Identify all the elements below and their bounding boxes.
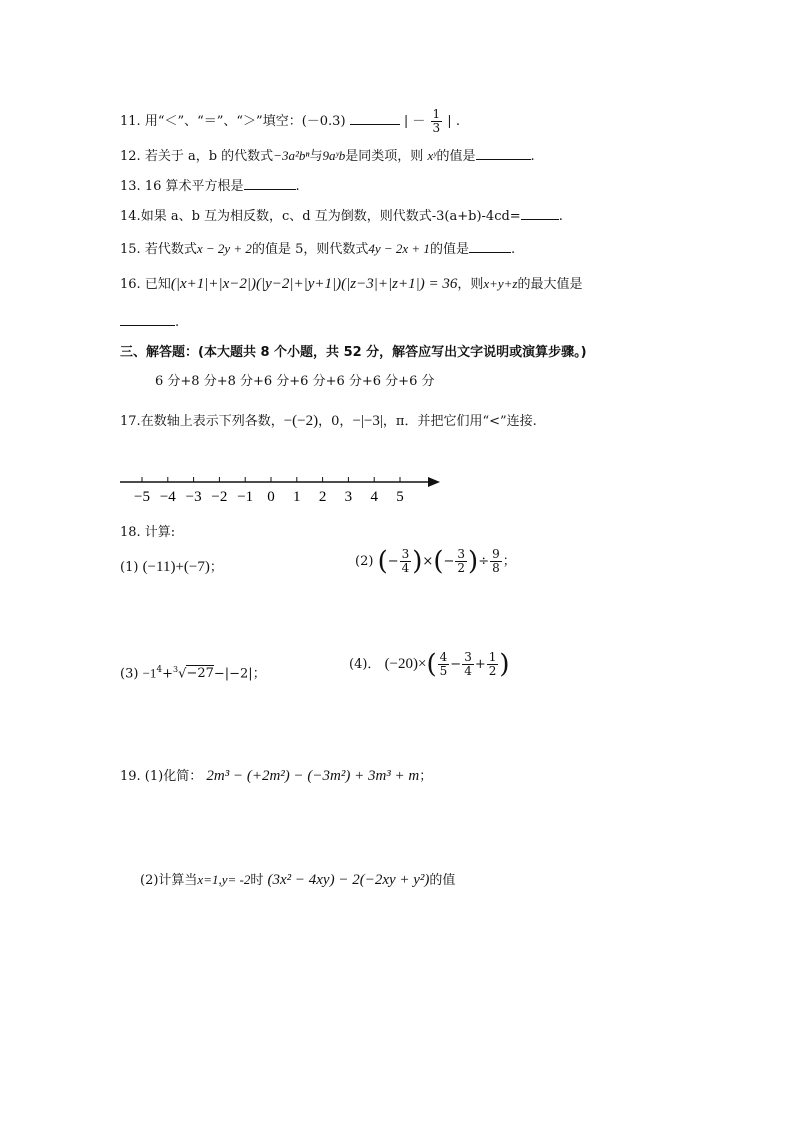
q11-frac-den: 3	[432, 121, 441, 135]
q18-p4-term-a: (−20)×	[384, 656, 427, 672]
q18-p3-label: (3)	[120, 666, 139, 682]
q14-number: 14.	[120, 209, 141, 224]
q19-p2-prompt: (2)计算当	[140, 873, 198, 888]
question-19-part-2	[140, 870, 455, 891]
sqrt-icon: √	[178, 666, 187, 682]
q16-post: ，则	[457, 277, 484, 292]
q17-prompt: 在数轴上表示下列各数，	[140, 414, 284, 429]
q12-term3: xʸ	[427, 148, 437, 163]
q14-answer-blank[interactable]	[521, 205, 559, 220]
q19-p1-end: ；	[419, 769, 433, 784]
q18-p3-term-a: −1	[142, 665, 157, 681]
q11-abs-open: |	[403, 114, 409, 129]
q17-number-4: π	[395, 414, 405, 429]
q19-p2-post: 的值	[429, 873, 456, 888]
q13-answer-blank[interactable]	[244, 175, 296, 190]
q15-end: .	[510, 242, 516, 257]
q18-p3-radicand: −27	[186, 666, 214, 682]
q11-frac-num: 1	[432, 107, 441, 121]
question-18-part-4: (4)． (−20)×( $\frac{4}{5}$ − $\frac{3}{4}$ + $\frac{1}{2}$ )	[349, 649, 510, 680]
q16-end: .	[175, 315, 180, 330]
q18-p3-term-a-exp: 4	[156, 665, 163, 675]
number-line-label: 4	[370, 489, 378, 505]
q14-end: .	[558, 209, 563, 224]
number-line-label: −1	[237, 489, 254, 505]
q18-p3-root-index: 3	[173, 665, 179, 674]
q11-prompt: 用“＜”、“＝”、“＞”填空：(－0.3)	[144, 114, 346, 129]
q18-p3-end: ；	[252, 666, 266, 682]
q17-number-1: −(−2)	[283, 413, 319, 429]
number-line-label: −4	[159, 489, 176, 505]
q15-answer-blank[interactable]	[469, 238, 511, 253]
question-18-part-1	[120, 557, 223, 578]
q15-mid: 的值是 5，则代数式	[251, 242, 369, 257]
q17-number-2: 0	[331, 414, 340, 429]
number-line-label: 2	[318, 489, 327, 505]
q13-end: .	[295, 179, 300, 194]
question-12	[120, 145, 535, 167]
q18-p3-plus: +	[162, 666, 174, 682]
q11-end: .	[455, 114, 460, 129]
arrow-right-icon	[428, 477, 440, 487]
q17-number: 17.	[120, 414, 141, 429]
question-18-title: 18. 计算:	[120, 525, 176, 540]
q18-p1-end: ；	[209, 560, 223, 575]
number-line-label: −2	[211, 489, 228, 505]
q12-number: 12.	[120, 149, 141, 164]
question-17: 17.在数轴上表示下列各数，−(−2)，0，−|−3|，π．并把它们用“<”连接.	[120, 413, 537, 429]
question-13	[120, 175, 300, 197]
q15-post: 的值是	[429, 242, 469, 257]
number-line-label: −5	[134, 489, 150, 505]
question-15	[120, 238, 515, 260]
question-16	[120, 274, 583, 295]
q16-number: 16.	[120, 277, 141, 292]
section-3-title: 三、解答题：(本大题共 8 个小题，共 52 分，解答应写出文字说明或演算步骤。)	[120, 345, 587, 360]
q12-prompt: 若关于 a，b 的代数式	[144, 149, 274, 164]
q15-prompt: 若代数式	[144, 242, 197, 257]
q11-minus: －	[412, 114, 426, 129]
q12-term2: 9aʸb	[322, 148, 346, 163]
q17-number-3: −|−3|	[352, 413, 383, 429]
section-3-scores: 6 分+8 分+8 分+6 分+6 分+6 分+6 分+6 分	[155, 374, 435, 389]
q12-post: 是同类项，则	[345, 149, 424, 164]
q12-term1: −3a²bⁿ	[273, 148, 310, 163]
q18-p4-label: (4)．	[349, 657, 381, 672]
number-line-label: 0	[267, 489, 275, 505]
q12-mid: 与	[309, 149, 323, 164]
number-line-label: −3	[185, 489, 202, 505]
question-11	[120, 108, 460, 135]
q14-text: 如果 a、b 互为相反数，c、d 互为倒数，则代数式-3(a+b)-4cd=	[140, 209, 521, 224]
q13-number: 13.	[120, 179, 141, 194]
q19-p1-label: 19. (1)化简：	[120, 769, 203, 784]
question-19-part-1	[120, 766, 432, 787]
q11-answer-blank[interactable]	[350, 110, 400, 125]
q12-end: .	[530, 149, 535, 164]
q18-p2-end: ；	[502, 554, 516, 569]
q16-post2: 的最大值是	[517, 277, 583, 292]
question-18-part-2: (2) (− $\frac{3}{4}$ )×(− $\frac{3}{2}$ )÷ $\frac{9}{8}$ ；	[355, 546, 516, 577]
number-line-label: 5	[396, 489, 404, 505]
q18-p1-expression: (−11)+(−7)	[142, 559, 210, 575]
q19-p2-mid: 时	[250, 873, 264, 888]
q15-expr1: x − 2y + 2	[196, 241, 252, 256]
q18-p2-label: (2)	[355, 554, 374, 569]
q11-abs-close: |	[447, 114, 452, 129]
q19-p2-condition: x=1,y= -2	[197, 872, 251, 887]
question-18-part-3	[120, 660, 266, 684]
q11-fraction	[431, 108, 443, 135]
q16-variable: x+y+z	[483, 276, 518, 291]
q19-p1-expression: 2m³ − (+2m²) − (−3m²) + 3m³ + m	[206, 768, 420, 784]
q19-p2-expression: (3x² − 4xy) − 2(−2xy + y²)	[267, 872, 430, 888]
q16-expression: (|x+1|+|x−2|)(|y−2|+|y+1|)(|z−3|+|z+1|) = 36	[170, 276, 458, 292]
question-14	[120, 205, 563, 227]
q17-post: ．并把它们用“<”连接.	[404, 414, 537, 429]
question-16-blank-line	[120, 311, 179, 333]
q18-p1-label: (1)	[120, 560, 139, 575]
number-line-label: 3	[344, 489, 353, 505]
q18-p3-term-c: −|−2|	[213, 666, 253, 682]
number-line[interactable]	[118, 470, 448, 520]
number-line-label: 1	[293, 489, 301, 505]
q13-text: 16 算术平方根是	[144, 179, 244, 194]
q16-answer-blank[interactable]	[120, 311, 175, 326]
q15-expr2: 4y − 2x + 1	[368, 241, 430, 256]
q16-prompt: 已知	[144, 277, 171, 292]
q12-post2: 的值是	[436, 149, 476, 164]
q12-answer-blank[interactable]	[476, 145, 531, 160]
q11-number: 11.	[120, 114, 141, 129]
q15-number: 15.	[120, 242, 141, 257]
